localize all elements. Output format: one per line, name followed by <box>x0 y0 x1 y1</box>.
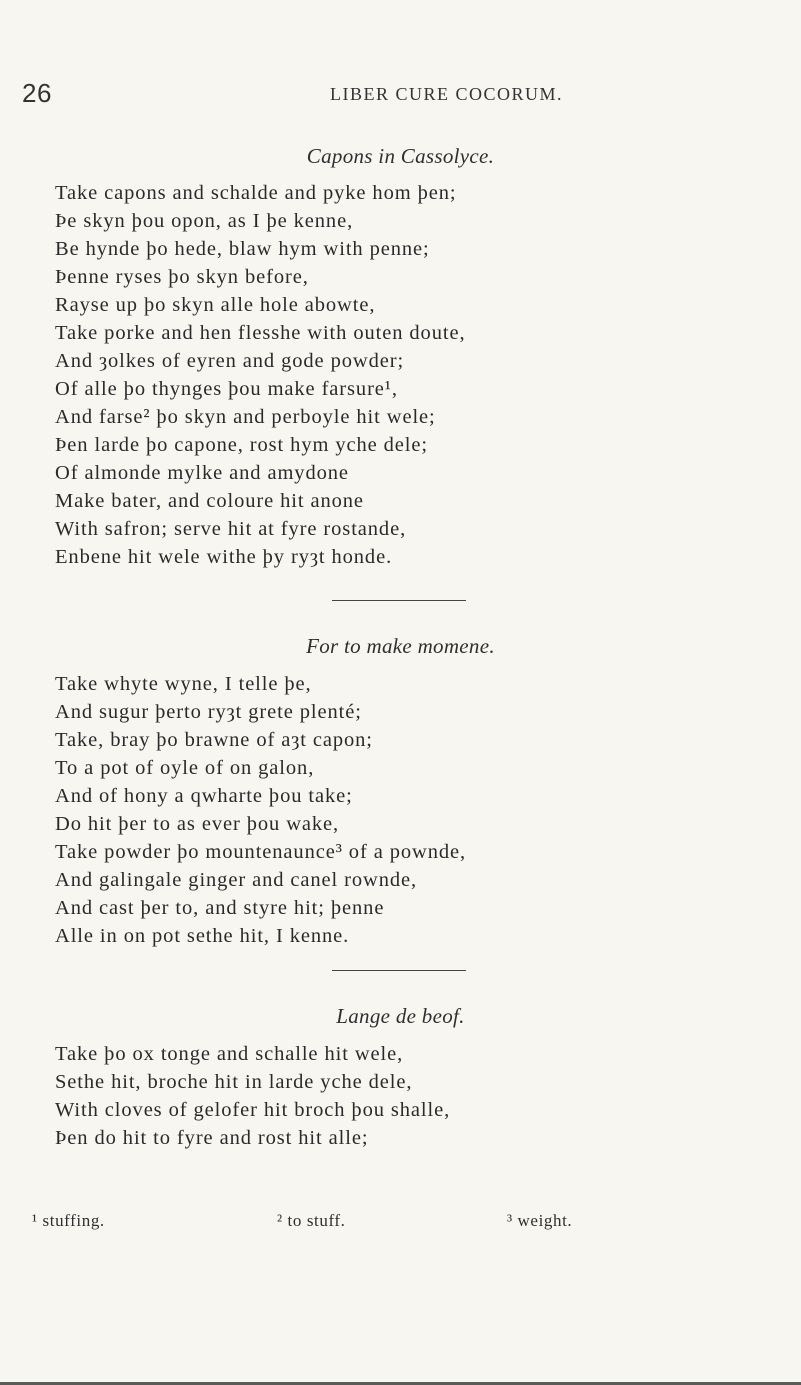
verse-line: And farse² þo skyn and perboyle hit wele; <box>55 406 436 428</box>
verse-line: Þen do hit to fyre and rost hit alle; <box>55 1127 369 1149</box>
verse-line: And ȝolkes of eyren and gode powder; <box>55 350 405 372</box>
verse-line: Take powder þo mountenaunce³ of a pownde, <box>55 841 467 863</box>
footnote-3: ³ weight. <box>507 1211 573 1230</box>
verse-line: And galingale ginger and canel rownde, <box>55 869 418 891</box>
verse-line: Take, bray þo brawne of aȝt capon; <box>55 729 373 751</box>
verse-line: Of almonde mylke and amydone <box>55 462 349 484</box>
recipe-title-lange-de-beof: Lange de beof. <box>336 1004 465 1028</box>
section-divider <box>332 600 466 601</box>
verse-line: Take whyte wyne, I telle þe, <box>55 673 312 695</box>
verse-line: Rayse up þo skyn alle hole abowte, <box>55 294 376 316</box>
verse-line: Sethe hit, broche hit in larde yche dele, <box>55 1071 413 1093</box>
verse-line: Do hit þer to as ever þou wake, <box>55 813 340 835</box>
recipe-title-momene: For to make momene. <box>306 634 495 658</box>
verse-line: And sugur þerto ryȝt grete plenté; <box>55 701 362 723</box>
verse-line: Be hynde þo hede, blaw hym with penne; <box>55 238 430 260</box>
verse-line: Of alle þo thynges þou make farsure¹, <box>55 378 398 400</box>
verse-line: Take porke and hen flesshe with outen doute, <box>55 322 466 344</box>
page-header <box>22 78 779 110</box>
verse-line: And of hony a qwharte þou take; <box>55 785 353 807</box>
verse-line: Take þo ox tonge and schalle hit wele, <box>55 1043 404 1065</box>
section-divider <box>332 970 466 971</box>
verse-line: Alle in on pot sethe hit, I kenne. <box>55 925 350 947</box>
verse-line: Enbene hit wele withe þy ryȝt honde. <box>55 546 393 568</box>
footnote-1: ¹ stuffing. <box>32 1211 105 1230</box>
verse-line: Þen larde þo capone, rost hym yche dele; <box>55 434 428 456</box>
verse-line: Þenne ryses þo skyn before, <box>55 266 309 288</box>
footnotes <box>0 1211 801 1239</box>
verse-line: Make bater, and coloure hit anone <box>55 490 364 512</box>
footnote-2: ² to stuff. <box>277 1211 346 1230</box>
recipe-title-capons: Capons in Cassolyce. <box>306 144 495 168</box>
verse-line: To a pot of oyle of on galon, <box>55 757 315 779</box>
verse-line: And cast þer to, and styre hit; þenne <box>55 897 385 919</box>
running-head: LIBER CURE COCORUM. <box>330 84 564 104</box>
verse-line: Þe skyn þou opon, as I þe kenne, <box>55 210 354 232</box>
page-number: 26 <box>22 78 52 108</box>
verse-line: Take capons and schalde and pyke hom þen; <box>55 182 457 204</box>
verse-line: With safron; serve hit at fyre rostande, <box>55 518 407 540</box>
verse-line: With cloves of gelofer hit broch þou shalle, <box>55 1099 451 1121</box>
